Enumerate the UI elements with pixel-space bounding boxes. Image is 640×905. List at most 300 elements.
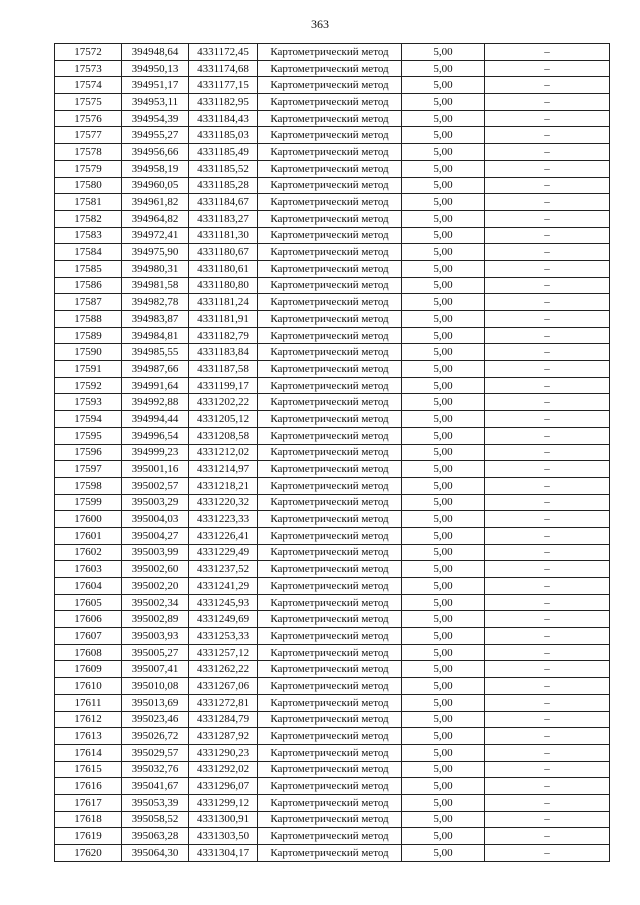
y-coordinate-cell: 4331185,49 (189, 144, 258, 161)
y-coordinate-cell: 4331202,22 (189, 394, 258, 411)
method-cell: Картометрический метод (258, 578, 402, 595)
point-number-cell: 17615 (55, 761, 122, 778)
note-cell: – (485, 377, 610, 394)
point-number-cell: 17584 (55, 244, 122, 261)
point-number-cell: 17575 (55, 94, 122, 111)
method-cell: Картометрический метод (258, 210, 402, 227)
method-cell: Картометрический метод (258, 260, 402, 277)
method-cell: Картометрический метод (258, 377, 402, 394)
x-coordinate-cell: 395026,72 (122, 728, 189, 745)
table-row (55, 845, 610, 862)
method-cell: Картометрический метод (258, 327, 402, 344)
point-number-cell: 17600 (55, 511, 122, 528)
method-cell: Картометрический метод (258, 444, 402, 461)
x-coordinate-cell: 394960,05 (122, 177, 189, 194)
point-number-cell: 17585 (55, 260, 122, 277)
x-coordinate-cell: 394983,87 (122, 311, 189, 328)
x-coordinate-cell: 394987,66 (122, 361, 189, 378)
x-coordinate-cell: 394982,78 (122, 294, 189, 311)
accuracy-cell: 5,00 (402, 277, 485, 294)
table-row (55, 778, 610, 795)
y-coordinate-cell: 4331174,68 (189, 60, 258, 77)
method-cell: Картометрический метод (258, 728, 402, 745)
x-coordinate-cell: 395064,30 (122, 845, 189, 862)
y-coordinate-cell: 4331180,61 (189, 260, 258, 277)
x-coordinate-cell: 394961,82 (122, 194, 189, 211)
note-cell: – (485, 194, 610, 211)
y-coordinate-cell: 4331208,58 (189, 427, 258, 444)
note-cell: – (485, 728, 610, 745)
method-cell: Картометрический метод (258, 110, 402, 127)
point-number-cell: 17618 (55, 811, 122, 828)
y-coordinate-cell: 4331303,50 (189, 828, 258, 845)
point-number-cell: 17613 (55, 728, 122, 745)
x-coordinate-cell: 395029,57 (122, 744, 189, 761)
table-row (55, 94, 610, 111)
table-row (55, 227, 610, 244)
table-row (55, 294, 610, 311)
table-row (55, 728, 610, 745)
y-coordinate-cell: 4331267,06 (189, 678, 258, 695)
y-coordinate-cell: 4331187,58 (189, 361, 258, 378)
point-number-cell: 17602 (55, 544, 122, 561)
x-coordinate-cell: 395004,27 (122, 527, 189, 544)
note-cell: – (485, 394, 610, 411)
note-cell: – (485, 611, 610, 628)
note-cell: – (485, 44, 610, 61)
table-row (55, 611, 610, 628)
table-row (55, 244, 610, 261)
point-number-cell: 17604 (55, 578, 122, 595)
point-number-cell: 17617 (55, 794, 122, 811)
accuracy-cell: 5,00 (402, 611, 485, 628)
accuracy-cell: 5,00 (402, 511, 485, 528)
table-row (55, 110, 610, 127)
point-number-cell: 17587 (55, 294, 122, 311)
accuracy-cell: 5,00 (402, 628, 485, 645)
y-coordinate-cell: 4331299,12 (189, 794, 258, 811)
point-number-cell: 17616 (55, 778, 122, 795)
x-coordinate-cell: 395002,57 (122, 477, 189, 494)
table-row (55, 361, 610, 378)
method-cell: Картометрический метод (258, 845, 402, 862)
accuracy-cell: 5,00 (402, 811, 485, 828)
table-row (55, 44, 610, 61)
accuracy-cell: 5,00 (402, 127, 485, 144)
y-coordinate-cell: 4331272,81 (189, 694, 258, 711)
point-number-cell: 17578 (55, 144, 122, 161)
y-coordinate-cell: 4331253,33 (189, 628, 258, 645)
table-row (55, 494, 610, 511)
method-cell: Картометрический метод (258, 678, 402, 695)
accuracy-cell: 5,00 (402, 44, 485, 61)
table-row (55, 628, 610, 645)
accuracy-cell: 5,00 (402, 794, 485, 811)
x-coordinate-cell: 394975,90 (122, 244, 189, 261)
note-cell: – (485, 411, 610, 428)
accuracy-cell: 5,00 (402, 578, 485, 595)
table-row (55, 344, 610, 361)
table-row (55, 578, 610, 595)
x-coordinate-cell: 394948,64 (122, 44, 189, 61)
table-row (55, 160, 610, 177)
table-row (55, 828, 610, 845)
x-coordinate-cell: 395002,60 (122, 561, 189, 578)
method-cell: Картометрический метод (258, 594, 402, 611)
point-number-cell: 17589 (55, 327, 122, 344)
point-number-cell: 17597 (55, 461, 122, 478)
table-row (55, 711, 610, 728)
x-coordinate-cell: 395003,93 (122, 628, 189, 645)
table-row (55, 511, 610, 528)
method-cell: Картометрический метод (258, 477, 402, 494)
y-coordinate-cell: 4331304,17 (189, 845, 258, 862)
table-row (55, 694, 610, 711)
x-coordinate-cell: 395004,03 (122, 511, 189, 528)
x-coordinate-cell: 395063,28 (122, 828, 189, 845)
y-coordinate-cell: 4331218,21 (189, 477, 258, 494)
point-number-cell: 17576 (55, 110, 122, 127)
y-coordinate-cell: 4331241,29 (189, 578, 258, 595)
x-coordinate-cell: 395001,16 (122, 461, 189, 478)
point-number-cell: 17620 (55, 845, 122, 862)
accuracy-cell: 5,00 (402, 394, 485, 411)
accuracy-cell: 5,00 (402, 461, 485, 478)
note-cell: – (485, 578, 610, 595)
y-coordinate-cell: 4331181,91 (189, 311, 258, 328)
method-cell: Картометрический метод (258, 561, 402, 578)
note-cell: – (485, 244, 610, 261)
note-cell: – (485, 210, 610, 227)
point-number-cell: 17577 (55, 127, 122, 144)
table-row (55, 411, 610, 428)
x-coordinate-cell: 395003,29 (122, 494, 189, 511)
point-number-cell: 17614 (55, 744, 122, 761)
table-row (55, 427, 610, 444)
note-cell: – (485, 544, 610, 561)
table-row (55, 794, 610, 811)
method-cell: Картометрический метод (258, 344, 402, 361)
note-cell: – (485, 294, 610, 311)
x-coordinate-cell: 395013,69 (122, 694, 189, 711)
method-cell: Картометрический метод (258, 811, 402, 828)
x-coordinate-cell: 394980,31 (122, 260, 189, 277)
x-coordinate-cell: 394999,23 (122, 444, 189, 461)
method-cell: Картометрический метод (258, 244, 402, 261)
table-row (55, 811, 610, 828)
y-coordinate-cell: 4331284,79 (189, 711, 258, 728)
y-coordinate-cell: 4331245,93 (189, 594, 258, 611)
x-coordinate-cell: 394955,27 (122, 127, 189, 144)
point-number-cell: 17593 (55, 394, 122, 411)
accuracy-cell: 5,00 (402, 60, 485, 77)
x-coordinate-cell: 394994,44 (122, 411, 189, 428)
point-number-cell: 17598 (55, 477, 122, 494)
x-coordinate-cell: 394951,17 (122, 77, 189, 94)
note-cell: – (485, 427, 610, 444)
method-cell: Картометрический метод (258, 778, 402, 795)
note-cell: – (485, 527, 610, 544)
table-row (55, 60, 610, 77)
point-number-cell: 17592 (55, 377, 122, 394)
y-coordinate-cell: 4331292,02 (189, 761, 258, 778)
point-number-cell: 17581 (55, 194, 122, 211)
accuracy-cell: 5,00 (402, 411, 485, 428)
note-cell: – (485, 77, 610, 94)
y-coordinate-cell: 4331182,95 (189, 94, 258, 111)
accuracy-cell: 5,00 (402, 361, 485, 378)
y-coordinate-cell: 4331249,69 (189, 611, 258, 628)
method-cell: Картометрический метод (258, 461, 402, 478)
accuracy-cell: 5,00 (402, 194, 485, 211)
y-coordinate-cell: 4331262,22 (189, 661, 258, 678)
y-coordinate-cell: 4331185,28 (189, 177, 258, 194)
point-number-cell: 17596 (55, 444, 122, 461)
y-coordinate-cell: 4331226,41 (189, 527, 258, 544)
note-cell: – (485, 561, 610, 578)
note-cell: – (485, 60, 610, 77)
x-coordinate-cell: 395003,99 (122, 544, 189, 561)
x-coordinate-cell: 394996,54 (122, 427, 189, 444)
method-cell: Картометрический метод (258, 794, 402, 811)
page-number: 363 (311, 17, 329, 31)
accuracy-cell: 5,00 (402, 294, 485, 311)
x-coordinate-cell: 394958,19 (122, 160, 189, 177)
point-number-cell: 17591 (55, 361, 122, 378)
point-number-cell: 17601 (55, 527, 122, 544)
table-row (55, 761, 610, 778)
note-cell: – (485, 127, 610, 144)
accuracy-cell: 5,00 (402, 344, 485, 361)
note-cell: – (485, 477, 610, 494)
y-coordinate-cell: 4331185,03 (189, 127, 258, 144)
accuracy-cell: 5,00 (402, 144, 485, 161)
y-coordinate-cell: 4331257,12 (189, 644, 258, 661)
x-coordinate-cell: 395002,89 (122, 611, 189, 628)
note-cell: – (485, 594, 610, 611)
accuracy-cell: 5,00 (402, 210, 485, 227)
accuracy-cell: 5,00 (402, 227, 485, 244)
x-coordinate-cell: 394984,81 (122, 327, 189, 344)
note-cell: – (485, 794, 610, 811)
y-coordinate-cell: 4331185,52 (189, 160, 258, 177)
note-cell: – (485, 227, 610, 244)
table-row (55, 477, 610, 494)
method-cell: Картометрический метод (258, 761, 402, 778)
y-coordinate-cell: 4331205,12 (189, 411, 258, 428)
x-coordinate-cell: 394992,88 (122, 394, 189, 411)
x-coordinate-cell: 395005,27 (122, 644, 189, 661)
method-cell: Картометрический метод (258, 60, 402, 77)
x-coordinate-cell: 394972,41 (122, 227, 189, 244)
point-number-cell: 17588 (55, 311, 122, 328)
y-coordinate-cell: 4331199,17 (189, 377, 258, 394)
method-cell: Картометрический метод (258, 411, 402, 428)
table-row (55, 527, 610, 544)
point-number-cell: 17599 (55, 494, 122, 511)
note-cell: – (485, 277, 610, 294)
table-row (55, 644, 610, 661)
note-cell: – (485, 628, 610, 645)
table-row (55, 210, 610, 227)
note-cell: – (485, 444, 610, 461)
accuracy-cell: 5,00 (402, 527, 485, 544)
accuracy-cell: 5,00 (402, 828, 485, 845)
method-cell: Картометрический метод (258, 694, 402, 711)
y-coordinate-cell: 4331181,24 (189, 294, 258, 311)
method-cell: Картометрический метод (258, 644, 402, 661)
note-cell: – (485, 678, 610, 695)
y-coordinate-cell: 4331220,32 (189, 494, 258, 511)
point-number-cell: 17595 (55, 427, 122, 444)
table-row (55, 678, 610, 695)
accuracy-cell: 5,00 (402, 728, 485, 745)
table-row (55, 594, 610, 611)
point-number-cell: 17607 (55, 628, 122, 645)
point-number-cell: 17582 (55, 210, 122, 227)
note-cell: – (485, 761, 610, 778)
y-coordinate-cell: 4331229,49 (189, 544, 258, 561)
table-row (55, 144, 610, 161)
accuracy-cell: 5,00 (402, 260, 485, 277)
method-cell: Картометрический метод (258, 611, 402, 628)
accuracy-cell: 5,00 (402, 711, 485, 728)
y-coordinate-cell: 4331180,80 (189, 277, 258, 294)
point-number-cell: 17608 (55, 644, 122, 661)
y-coordinate-cell: 4331237,52 (189, 561, 258, 578)
x-coordinate-cell: 395010,08 (122, 678, 189, 695)
y-coordinate-cell: 4331184,43 (189, 110, 258, 127)
table-row (55, 377, 610, 394)
method-cell: Картометрический метод (258, 628, 402, 645)
note-cell: – (485, 144, 610, 161)
method-cell: Картометрический метод (258, 94, 402, 111)
x-coordinate-cell: 395007,41 (122, 661, 189, 678)
note-cell: – (485, 494, 610, 511)
y-coordinate-cell: 4331223,33 (189, 511, 258, 528)
x-coordinate-cell: 394991,64 (122, 377, 189, 394)
point-number-cell: 17586 (55, 277, 122, 294)
note-cell: – (485, 177, 610, 194)
y-coordinate-cell: 4331180,67 (189, 244, 258, 261)
point-number-cell: 17572 (55, 44, 122, 61)
x-coordinate-cell: 395002,20 (122, 578, 189, 595)
note-cell: – (485, 744, 610, 761)
accuracy-cell: 5,00 (402, 544, 485, 561)
method-cell: Картометрический метод (258, 227, 402, 244)
accuracy-cell: 5,00 (402, 744, 485, 761)
note-cell: – (485, 361, 610, 378)
point-number-cell: 17603 (55, 561, 122, 578)
method-cell: Картометрический метод (258, 494, 402, 511)
accuracy-cell: 5,00 (402, 77, 485, 94)
note-cell: – (485, 461, 610, 478)
y-coordinate-cell: 4331212,02 (189, 444, 258, 461)
accuracy-cell: 5,00 (402, 311, 485, 328)
note-cell: – (485, 644, 610, 661)
x-coordinate-cell: 394954,39 (122, 110, 189, 127)
x-coordinate-cell: 394985,55 (122, 344, 189, 361)
accuracy-cell: 5,00 (402, 427, 485, 444)
x-coordinate-cell: 395058,52 (122, 811, 189, 828)
method-cell: Картометрический метод (258, 160, 402, 177)
note-cell: – (485, 694, 610, 711)
accuracy-cell: 5,00 (402, 244, 485, 261)
accuracy-cell: 5,00 (402, 377, 485, 394)
method-cell: Картометрический метод (258, 311, 402, 328)
x-coordinate-cell: 395032,76 (122, 761, 189, 778)
method-cell: Картометрический метод (258, 527, 402, 544)
method-cell: Картометрический метод (258, 744, 402, 761)
y-coordinate-cell: 4331214,97 (189, 461, 258, 478)
accuracy-cell: 5,00 (402, 678, 485, 695)
note-cell: – (485, 327, 610, 344)
point-number-cell: 17610 (55, 678, 122, 695)
y-coordinate-cell: 4331183,84 (189, 344, 258, 361)
accuracy-cell: 5,00 (402, 110, 485, 127)
y-coordinate-cell: 4331181,30 (189, 227, 258, 244)
table-row (55, 444, 610, 461)
method-cell: Картометрический метод (258, 394, 402, 411)
x-coordinate-cell: 394956,66 (122, 144, 189, 161)
x-coordinate-cell: 395002,34 (122, 594, 189, 611)
method-cell: Картометрический метод (258, 828, 402, 845)
method-cell: Картометрический метод (258, 44, 402, 61)
method-cell: Картометрический метод (258, 127, 402, 144)
point-number-cell: 17609 (55, 661, 122, 678)
note-cell: – (485, 344, 610, 361)
method-cell: Картометрический метод (258, 277, 402, 294)
method-cell: Картометрический метод (258, 711, 402, 728)
y-coordinate-cell: 4331300,91 (189, 811, 258, 828)
x-coordinate-cell: 395041,67 (122, 778, 189, 795)
table-row (55, 394, 610, 411)
coordinates-table-body (55, 44, 610, 862)
accuracy-cell: 5,00 (402, 694, 485, 711)
accuracy-cell: 5,00 (402, 444, 485, 461)
x-coordinate-cell: 394964,82 (122, 210, 189, 227)
note-cell: – (485, 661, 610, 678)
table-row (55, 277, 610, 294)
method-cell: Картометрический метод (258, 177, 402, 194)
point-number-cell: 17606 (55, 611, 122, 628)
note-cell: – (485, 160, 610, 177)
y-coordinate-cell: 4331290,23 (189, 744, 258, 761)
note-cell: – (485, 110, 610, 127)
accuracy-cell: 5,00 (402, 761, 485, 778)
method-cell: Картометрический метод (258, 427, 402, 444)
point-number-cell: 17583 (55, 227, 122, 244)
table-row (55, 461, 610, 478)
note-cell: – (485, 94, 610, 111)
note-cell: – (485, 811, 610, 828)
x-coordinate-cell: 395053,39 (122, 794, 189, 811)
method-cell: Картометрический метод (258, 77, 402, 94)
note-cell: – (485, 511, 610, 528)
accuracy-cell: 5,00 (402, 494, 485, 511)
method-cell: Картометрический метод (258, 661, 402, 678)
accuracy-cell: 5,00 (402, 845, 485, 862)
point-number-cell: 17594 (55, 411, 122, 428)
accuracy-cell: 5,00 (402, 661, 485, 678)
point-number-cell: 17611 (55, 694, 122, 711)
note-cell: – (485, 778, 610, 795)
x-coordinate-cell: 394953,11 (122, 94, 189, 111)
accuracy-cell: 5,00 (402, 177, 485, 194)
note-cell: – (485, 711, 610, 728)
table-row (55, 194, 610, 211)
point-number-cell: 17612 (55, 711, 122, 728)
